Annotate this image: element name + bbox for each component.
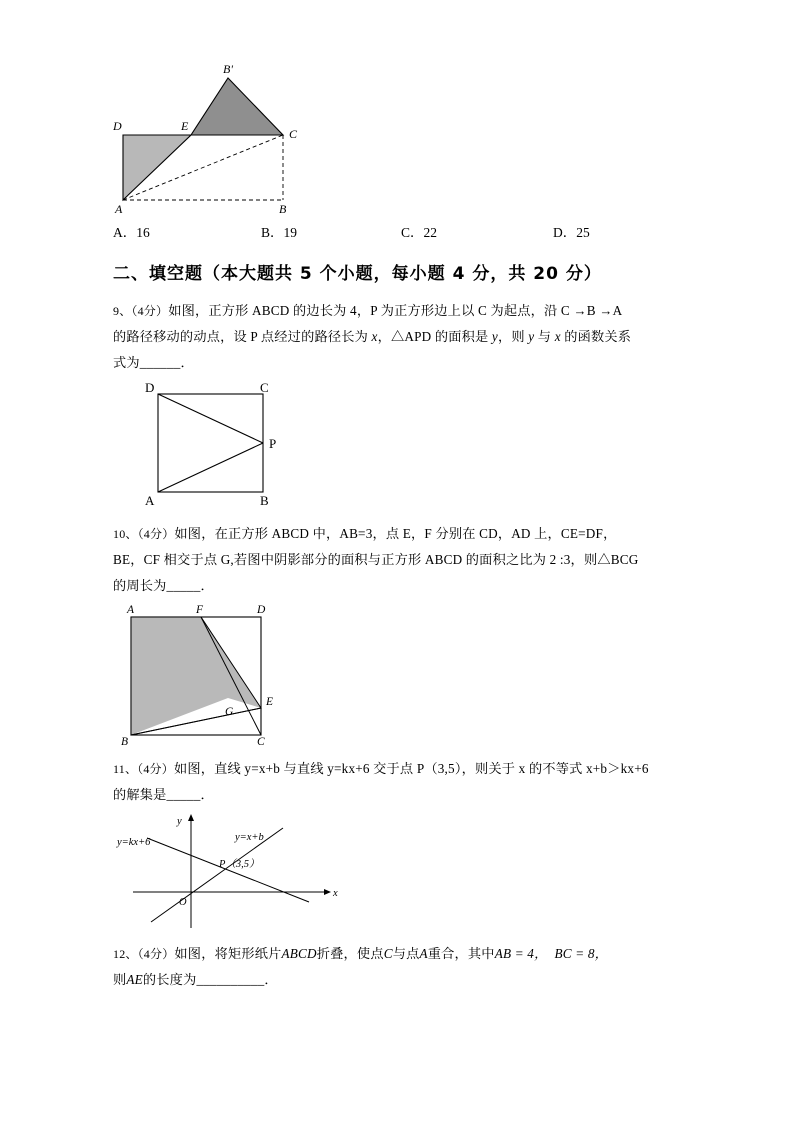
question-9-text-1: 如图，正方形 ABCD 的边长为 4，P 为正方形边上以 C 为起点，沿 C →B →A xyxy=(168,303,623,318)
question-12-ae: AE xyxy=(126,972,143,987)
q11-label-origin: O xyxy=(179,897,187,908)
q9-label-d: D xyxy=(145,382,155,395)
question-9-var-x: x xyxy=(371,329,378,344)
question-12-text-1a: 如图，将矩形纸片 xyxy=(174,946,282,961)
question-10-line-1 xyxy=(113,521,683,547)
question-10-text-1: 如图，在正方形 ABCD 中，AB=3，点 E，F 分别在 CD，AD 上，CE=DF， xyxy=(174,526,617,541)
question-12-line-1 xyxy=(113,941,683,967)
question-9-var-x2: x xyxy=(554,329,561,344)
q10-label-b: B xyxy=(121,736,129,748)
question-12 xyxy=(113,941,683,993)
question-12-text-1b: 折叠，使点 xyxy=(316,946,384,961)
choice-c[interactable]: C．22 xyxy=(401,225,438,240)
q11-label-line-right: y=x+b xyxy=(235,832,264,843)
question-10-figure xyxy=(113,603,683,748)
question-11-figure xyxy=(113,810,683,935)
question-11-line-1 xyxy=(113,756,683,782)
question-9-number: 9、 xyxy=(113,304,132,318)
question-12-text-2a: 则 xyxy=(113,972,127,987)
q10-label-c: C xyxy=(257,736,265,748)
question-9-text-2d: 与 xyxy=(534,329,555,344)
label-d: D xyxy=(113,119,122,133)
question-10-number: 10、 xyxy=(113,527,138,541)
question-12-line-2 xyxy=(113,967,683,993)
label-a: A xyxy=(115,202,123,215)
q10-label-e: E xyxy=(266,696,274,708)
question-11-text-1: 如图，直线 y=x+b 与直线 y=kx+6 交于点 P（3,5），则关于 x 的不等式 x+b＞kx+6 xyxy=(173,761,649,776)
question-12-c: C xyxy=(383,946,393,961)
question-12-number: 12、 xyxy=(113,947,138,961)
question-9-line-1 xyxy=(113,298,683,324)
question-10-line-3: 的周长为_____． xyxy=(113,578,214,593)
q9-label-c: C xyxy=(260,382,269,395)
question-9-score: （4分） xyxy=(131,304,169,318)
label-b: B xyxy=(279,202,287,215)
q11-label-x-axis: x xyxy=(333,888,338,899)
q9-label-b: B xyxy=(260,493,269,507)
question-11-number: 11、 xyxy=(113,762,138,776)
choice-a[interactable]: A．16 xyxy=(113,225,150,240)
q9-label-a: A xyxy=(145,493,155,507)
question-12-text-2b: 的长度为__________． xyxy=(142,972,278,987)
question-9-var-y2: y xyxy=(528,329,535,344)
section-title: 二、填空题（本大题共 5 个小题，每小题 4 分，共 20 分） xyxy=(113,264,602,284)
question-9-text-2b: ，△APD 的面积是 xyxy=(377,329,492,344)
q11-label-point-p: P（3,5） xyxy=(219,859,260,870)
question-9-text-2c: ，则 xyxy=(497,329,529,344)
question-12-score: （4分） xyxy=(137,947,175,961)
choice-d[interactable]: D．25 xyxy=(553,225,590,240)
question-12-a: A xyxy=(419,946,428,961)
label-b-prime: B' xyxy=(223,62,233,76)
q11-label-y-axis: y xyxy=(177,816,182,827)
answer-choices xyxy=(113,221,683,241)
page-content xyxy=(113,60,683,993)
question-12-ab: AB = 4， xyxy=(494,946,548,961)
q10-label-a: A xyxy=(127,604,135,616)
question-9-line-2 xyxy=(113,324,683,350)
q10-label-d: D xyxy=(257,604,266,616)
top-figure xyxy=(113,60,683,215)
question-12-bc: BC = 8， xyxy=(554,946,609,961)
q10-label-f: F xyxy=(196,604,204,616)
question-12-text-1c: 与点 xyxy=(392,946,420,961)
question-9 xyxy=(113,298,683,376)
question-9-figure xyxy=(113,382,683,507)
question-10 xyxy=(113,521,683,599)
question-12-text-1d: 重合，其中 xyxy=(427,946,495,961)
q10-label-g: G xyxy=(225,706,234,718)
question-9-line-3: 式为______． xyxy=(113,355,194,370)
label-e: E xyxy=(181,119,189,133)
q11-label-line-left: y=kx+6 xyxy=(117,837,151,848)
question-9-text-2a: 的路径移动的动点，设 P 点经过的路径长为 xyxy=(113,329,372,344)
question-11 xyxy=(113,756,683,808)
question-11-line-2: 的解集是_____． xyxy=(113,787,214,802)
question-9-var-y: y xyxy=(491,329,498,344)
q9-label-p: P xyxy=(269,436,277,451)
question-9-text-2e: 的函数关系 xyxy=(560,329,632,344)
choice-b[interactable]: B．19 xyxy=(261,225,298,240)
question-10-score: （4分） xyxy=(137,527,175,541)
question-10-line-2: BE，CF 相交于点 G,若图中阴影部分的面积与正方形 ABCD 的面积之比为 2 :3，则△BCG xyxy=(113,552,639,567)
question-11-score: （4分） xyxy=(137,762,174,776)
label-c: C xyxy=(289,127,298,141)
question-12-abcd: ABCD xyxy=(281,946,317,961)
